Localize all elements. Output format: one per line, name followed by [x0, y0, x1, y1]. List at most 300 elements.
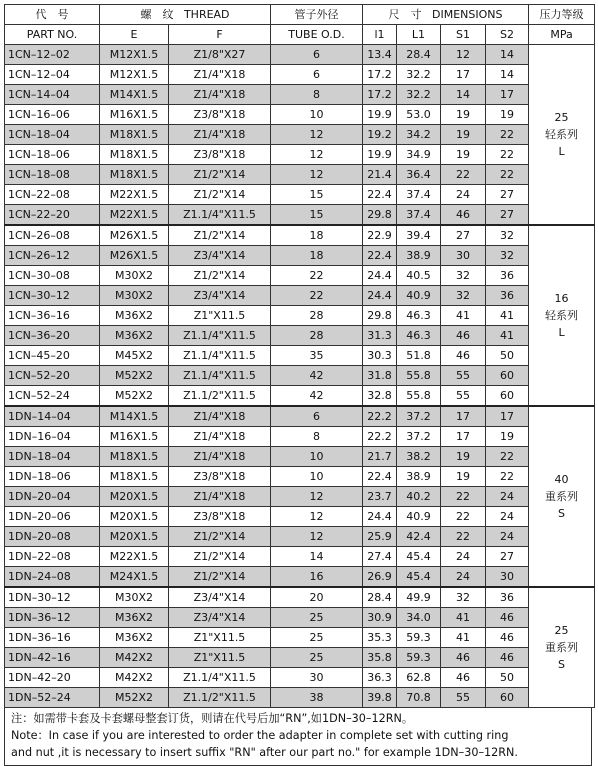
dim-l1-cell: 19.9	[363, 145, 397, 165]
part-no-cell: 1CN–45–20	[5, 346, 100, 366]
dim-S2-cell: 60	[486, 366, 529, 386]
part-no-cell: 1DN–52–24	[5, 688, 100, 708]
dim-S1-cell: 32	[441, 587, 486, 608]
dim-L1-cell: 45.4	[397, 547, 441, 567]
part-no-cell: 1DN–42–20	[5, 668, 100, 688]
part-no-cell: 1CN–18–04	[5, 125, 100, 145]
tube-header-cn: 管子外径	[271, 5, 363, 25]
table-row	[5, 225, 595, 246]
part-no-cell: 1CN–22–20	[5, 205, 100, 226]
pressure-letter: L	[558, 326, 565, 339]
thread-f-cell: Z1/2"X14	[169, 225, 271, 246]
dim-L1-cell: 34.2	[397, 125, 441, 145]
thread-e-cell: M36X2	[100, 608, 169, 628]
table-row	[5, 467, 595, 487]
thread-e-cell: M30X2	[100, 587, 169, 608]
dimensions-header-en: DIMENSIONS	[432, 7, 503, 21]
dimensions-header-cn: 尺 寸	[388, 7, 422, 21]
dim-L1-cell: 53.0	[397, 105, 441, 125]
dim-S1-cell: 12	[441, 45, 486, 65]
thread-e-cell: M36X2	[100, 326, 169, 346]
dim-S2-cell: 22	[486, 447, 529, 467]
dim-l1-cell: 22.4	[363, 246, 397, 266]
part-no-cell: 1CN–30–08	[5, 266, 100, 286]
thread-f-cell: Z1.1/4"X11.5	[169, 326, 271, 346]
table-row	[5, 45, 595, 65]
table-row	[5, 165, 595, 185]
thread-header-cn: 螺 纹	[140, 7, 174, 21]
pressure-rating-cell	[529, 406, 595, 587]
tube-od-cell: 12	[271, 145, 363, 165]
thread-f-cell: Z1/4"X18	[169, 125, 271, 145]
part-no-cell: 1CN–52–24	[5, 386, 100, 407]
dim-l1-cell: 21.4	[363, 165, 397, 185]
thread-e-cell: M18X1.5	[100, 125, 169, 145]
dim-L1-cell: 59.3	[397, 628, 441, 648]
dim-S2-cell: 27	[486, 205, 529, 226]
dim-l1-cell: 29.8	[363, 205, 397, 226]
pressure-pressure: 40	[554, 473, 569, 486]
thread-e-cell: M30X2	[100, 286, 169, 306]
col-S1-header: S1	[441, 25, 486, 45]
dim-l1-cell: 35.3	[363, 628, 397, 648]
table-row	[5, 567, 595, 588]
part-no-cell: 1DN–14–04	[5, 406, 100, 427]
part-no-header-en: PART NO.	[5, 25, 100, 45]
dim-S2-cell: 17	[486, 85, 529, 105]
thread-e-cell: M20X1.5	[100, 527, 169, 547]
dim-L1-cell: 70.8	[397, 688, 441, 708]
thread-f-cell: Z1/2"X14	[169, 185, 271, 205]
thread-f-cell: Z1/8"X27	[169, 45, 271, 65]
dim-l1-cell: 19.9	[363, 105, 397, 125]
part-no-cell: 1CN–18–06	[5, 145, 100, 165]
dim-L1-cell: 32.2	[397, 85, 441, 105]
thread-f-cell: Z3/8"X18	[169, 467, 271, 487]
dim-L1-cell: 45.4	[397, 567, 441, 588]
col-L1-header: L1	[397, 25, 441, 45]
thread-f-cell: Z1/2"X14	[169, 527, 271, 547]
spec-sheet	[4, 4, 594, 766]
order-note	[4, 708, 592, 766]
part-no-cell: 1CN–12–02	[5, 45, 100, 65]
dim-L1-cell: 28.4	[397, 45, 441, 65]
thread-f-cell: Z1/2"X14	[169, 266, 271, 286]
note-line-cn: 注：如需带卡套及卡套螺母整套订货，则请在代号后加“RN”,如1DN–30–12RN。	[11, 712, 414, 725]
dim-S2-cell: 41	[486, 326, 529, 346]
thread-f-cell: Z1/4"X18	[169, 85, 271, 105]
part-no-cell: 1CN–26–12	[5, 246, 100, 266]
table-row	[5, 587, 595, 608]
table-row	[5, 346, 595, 366]
table-row	[5, 105, 595, 125]
thread-e-cell: M12X1.5	[100, 45, 169, 65]
dim-L1-cell: 37.2	[397, 406, 441, 427]
dim-L1-cell: 38.9	[397, 246, 441, 266]
dim-l1-cell: 22.2	[363, 406, 397, 427]
table-row	[5, 648, 595, 668]
dim-L1-cell: 37.2	[397, 427, 441, 447]
thread-f-cell: Z3/4"X14	[169, 608, 271, 628]
tube-od-cell: 6	[271, 65, 363, 85]
col-l1-small-header: l1	[363, 25, 397, 45]
dim-S2-cell: 24	[486, 507, 529, 527]
note-line-en-2: and nut ,it is necessary to insert suffix "RN" after our part no." for example 1DN–30–12RN.	[11, 746, 518, 759]
tube-od-cell: 12	[271, 527, 363, 547]
table-row	[5, 487, 595, 507]
tube-od-cell: 22	[271, 266, 363, 286]
table-row	[5, 145, 595, 165]
part-no-header-cn: 代 号	[5, 5, 100, 25]
dim-S1-cell: 19	[441, 467, 486, 487]
tube-od-cell: 8	[271, 85, 363, 105]
note-line-en-1: Note：In case if you are interested to order the adapter in complete set with cutting ring	[11, 729, 509, 742]
tube-od-cell: 12	[271, 507, 363, 527]
dim-S2-cell: 60	[486, 688, 529, 708]
thread-e-cell: M52X2	[100, 366, 169, 386]
table-row	[5, 668, 595, 688]
dim-S2-cell: 36	[486, 266, 529, 286]
pressure-pressure: 25	[554, 111, 569, 124]
thread-e-cell: M20X1.5	[100, 487, 169, 507]
thread-f-cell: Z1/4"X18	[169, 65, 271, 85]
part-no-cell: 1DN–20–06	[5, 507, 100, 527]
table-row	[5, 527, 595, 547]
part-no-cell: 1DN–16–04	[5, 427, 100, 447]
thread-f-cell: Z3/8"X18	[169, 507, 271, 527]
dim-S1-cell: 24	[441, 185, 486, 205]
dim-L1-cell: 55.8	[397, 386, 441, 407]
tube-od-cell: 28	[271, 326, 363, 346]
dim-l1-cell: 17.2	[363, 85, 397, 105]
pressure-rating-cell	[529, 587, 595, 708]
dim-S2-cell: 32	[486, 225, 529, 246]
dim-L1-cell: 51.8	[397, 346, 441, 366]
dim-l1-cell: 31.3	[363, 326, 397, 346]
thread-header	[100, 5, 271, 25]
dim-L1-cell: 46.3	[397, 326, 441, 346]
dim-S2-cell: 22	[486, 145, 529, 165]
tube-od-cell: 18	[271, 246, 363, 266]
pressure-unit-header: MPa	[529, 25, 595, 45]
dim-S2-cell: 30	[486, 567, 529, 588]
dim-L1-cell: 38.9	[397, 467, 441, 487]
pressure-rating-cell	[529, 225, 595, 406]
dim-S2-cell: 14	[486, 45, 529, 65]
dim-S1-cell: 46	[441, 326, 486, 346]
dim-S1-cell: 19	[441, 145, 486, 165]
thread-e-cell: M36X2	[100, 628, 169, 648]
dim-l1-cell: 21.7	[363, 447, 397, 467]
dim-l1-cell: 32.8	[363, 386, 397, 407]
dim-L1-cell: 46.3	[397, 306, 441, 326]
dim-l1-cell: 24.4	[363, 286, 397, 306]
tube-od-cell: 15	[271, 185, 363, 205]
thread-f-cell: Z1.1/4"X11.5	[169, 668, 271, 688]
dim-S1-cell: 41	[441, 306, 486, 326]
tube-od-cell: 35	[271, 346, 363, 366]
part-no-cell: 1CN–12–04	[5, 65, 100, 85]
part-no-cell: 1CN–36–16	[5, 306, 100, 326]
thread-e-cell: M18X1.5	[100, 447, 169, 467]
dim-S2-cell: 27	[486, 547, 529, 567]
dim-S2-cell: 36	[486, 587, 529, 608]
thread-f-cell: Z1.1/2"X11.5	[169, 386, 271, 407]
dim-S2-cell: 17	[486, 406, 529, 427]
dim-S1-cell: 55	[441, 386, 486, 407]
thread-f-cell: Z1/4"X18	[169, 406, 271, 427]
dim-S1-cell: 55	[441, 688, 486, 708]
table-row	[5, 406, 595, 427]
table-row	[5, 447, 595, 467]
dim-S1-cell: 32	[441, 286, 486, 306]
table-row	[5, 688, 595, 708]
pressure-letter: L	[558, 145, 565, 158]
dim-L1-cell: 62.8	[397, 668, 441, 688]
dim-S1-cell: 46	[441, 648, 486, 668]
table-row	[5, 386, 595, 407]
thread-e-cell: M20X1.5	[100, 507, 169, 527]
thread-f-cell: Z1/2"X14	[169, 547, 271, 567]
dim-S2-cell: 24	[486, 527, 529, 547]
thread-e-cell: M18X1.5	[100, 467, 169, 487]
dim-l1-cell: 25.9	[363, 527, 397, 547]
part-no-cell: 1DN–18–06	[5, 467, 100, 487]
dim-S2-cell: 22	[486, 165, 529, 185]
part-no-cell: 1CN–26–08	[5, 225, 100, 246]
part-no-cell: 1DN–36–12	[5, 608, 100, 628]
pressure-series: 轻系列	[545, 309, 579, 322]
dim-S1-cell: 32	[441, 266, 486, 286]
dim-L1-cell: 55.8	[397, 366, 441, 386]
dim-S2-cell: 22	[486, 467, 529, 487]
dim-L1-cell: 39.4	[397, 225, 441, 246]
tube-od-cell: 16	[271, 567, 363, 588]
thread-adapter-table	[4, 4, 595, 708]
thread-e-cell: M42X2	[100, 668, 169, 688]
col-S2-header: S2	[486, 25, 529, 45]
tube-header-en: TUBE O.D.	[271, 25, 363, 45]
dim-L1-cell: 36.4	[397, 165, 441, 185]
thread-e-cell: M26X1.5	[100, 225, 169, 246]
dim-l1-cell: 24.4	[363, 507, 397, 527]
tube-od-cell: 14	[271, 547, 363, 567]
tube-od-cell: 8	[271, 427, 363, 447]
tube-od-cell: 10	[271, 447, 363, 467]
dim-L1-cell: 38.2	[397, 447, 441, 467]
dim-L1-cell: 49.9	[397, 587, 441, 608]
dim-L1-cell: 40.9	[397, 507, 441, 527]
dim-l1-cell: 22.9	[363, 225, 397, 246]
tube-od-cell: 12	[271, 165, 363, 185]
dim-L1-cell: 40.5	[397, 266, 441, 286]
thread-f-cell: Z3/8"X18	[169, 105, 271, 125]
dim-S2-cell: 36	[486, 286, 529, 306]
dim-L1-cell: 40.9	[397, 286, 441, 306]
dim-S1-cell: 46	[441, 346, 486, 366]
table-row	[5, 65, 595, 85]
dim-S1-cell: 14	[441, 85, 486, 105]
thread-f-cell: Z1/4"X18	[169, 427, 271, 447]
pressure-header-cn: 压力等级	[529, 5, 595, 25]
table-row	[5, 246, 595, 266]
thread-e-cell: M30X2	[100, 266, 169, 286]
dim-L1-cell: 40.2	[397, 487, 441, 507]
table-row	[5, 628, 595, 648]
thread-f-cell: Z1/4"X18	[169, 487, 271, 507]
thread-e-cell: M16X1.5	[100, 427, 169, 447]
table-row	[5, 125, 595, 145]
dim-S2-cell: 46	[486, 608, 529, 628]
thread-f-cell: Z1/2"X14	[169, 165, 271, 185]
table-row	[5, 507, 595, 527]
table-row	[5, 366, 595, 386]
part-no-cell: 1CN–36–20	[5, 326, 100, 346]
dim-S2-cell: 50	[486, 668, 529, 688]
dim-S2-cell: 60	[486, 386, 529, 407]
thread-e-cell: M36X2	[100, 306, 169, 326]
thread-f-cell: Z1"X11.5	[169, 306, 271, 326]
dim-S1-cell: 19	[441, 105, 486, 125]
dim-S1-cell: 17	[441, 427, 486, 447]
part-no-cell: 1CN–22–08	[5, 185, 100, 205]
dim-S2-cell: 19	[486, 105, 529, 125]
thread-f-cell: Z3/4"X14	[169, 286, 271, 306]
pressure-pressure: 16	[554, 292, 569, 305]
dim-S1-cell: 27	[441, 225, 486, 246]
dim-S1-cell: 22	[441, 487, 486, 507]
part-no-cell: 1DN–24–08	[5, 567, 100, 588]
thread-f-cell: Z1"X11.5	[169, 648, 271, 668]
thread-e-cell: M22X1.5	[100, 547, 169, 567]
tube-od-cell: 12	[271, 487, 363, 507]
dim-l1-cell: 23.7	[363, 487, 397, 507]
dim-L1-cell: 32.2	[397, 65, 441, 85]
table-row	[5, 185, 595, 205]
tube-od-cell: 18	[271, 225, 363, 246]
dim-S2-cell: 46	[486, 648, 529, 668]
thread-header-en: THREAD	[183, 7, 230, 21]
dim-L1-cell: 42.4	[397, 527, 441, 547]
thread-f-cell: Z3/4"X14	[169, 246, 271, 266]
tube-od-cell: 25	[271, 628, 363, 648]
thread-f-cell: Z1.1/4"X11.5	[169, 366, 271, 386]
thread-e-cell: M22X1.5	[100, 205, 169, 226]
dim-S2-cell: 19	[486, 427, 529, 447]
dim-S2-cell: 41	[486, 306, 529, 326]
tube-od-cell: 10	[271, 467, 363, 487]
part-no-cell: 1DN–20–08	[5, 527, 100, 547]
pressure-series: 重系列	[545, 641, 579, 654]
part-no-cell: 1DN–18–04	[5, 447, 100, 467]
table-row	[5, 427, 595, 447]
dim-l1-cell: 30.3	[363, 346, 397, 366]
dim-l1-cell: 22.4	[363, 467, 397, 487]
dim-S1-cell: 41	[441, 628, 486, 648]
thread-e-cell: M16X1.5	[100, 105, 169, 125]
dim-L1-cell: 37.4	[397, 185, 441, 205]
thread-e-cell: M52X2	[100, 688, 169, 708]
header-row-2	[5, 25, 595, 45]
dim-l1-cell: 19.2	[363, 125, 397, 145]
thread-e-cell: M14X1.5	[100, 406, 169, 427]
dim-S1-cell: 19	[441, 447, 486, 467]
thread-f-cell: Z1/4"X18	[169, 447, 271, 467]
dim-l1-cell: 29.8	[363, 306, 397, 326]
dim-l1-cell: 30.9	[363, 608, 397, 628]
dim-S1-cell: 46	[441, 668, 486, 688]
dim-S1-cell: 24	[441, 567, 486, 588]
dim-l1-cell: 28.4	[363, 587, 397, 608]
part-no-cell: 1CN–14–04	[5, 85, 100, 105]
tube-od-cell: 6	[271, 45, 363, 65]
dim-S1-cell: 30	[441, 246, 486, 266]
dim-l1-cell: 13.4	[363, 45, 397, 65]
dim-S2-cell: 22	[486, 125, 529, 145]
thread-e-cell: M52X2	[100, 386, 169, 407]
dim-l1-cell: 17.2	[363, 65, 397, 85]
thread-f-cell: Z3/8"X18	[169, 145, 271, 165]
pressure-pressure: 25	[554, 624, 569, 637]
pressure-letter: S	[558, 507, 566, 520]
table-row	[5, 608, 595, 628]
table-row	[5, 85, 595, 105]
dim-S1-cell: 46	[441, 205, 486, 226]
dim-S1-cell: 41	[441, 608, 486, 628]
thread-f-cell: Z1"X11.5	[169, 628, 271, 648]
dim-S2-cell: 46	[486, 628, 529, 648]
table-row	[5, 306, 595, 326]
thread-f-cell: Z1.1/4"X11.5	[169, 205, 271, 226]
part-no-cell: 1DN–20–04	[5, 487, 100, 507]
dim-l1-cell: 35.8	[363, 648, 397, 668]
dim-S1-cell: 24	[441, 547, 486, 567]
dim-L1-cell: 59.3	[397, 648, 441, 668]
tube-od-cell: 15	[271, 205, 363, 226]
table-row	[5, 266, 595, 286]
dim-S2-cell: 32	[486, 246, 529, 266]
part-no-cell: 1DN–22–08	[5, 547, 100, 567]
pressure-letter: S	[558, 658, 566, 671]
dim-S1-cell: 17	[441, 65, 486, 85]
dim-l1-cell: 31.8	[363, 366, 397, 386]
dim-S1-cell: 22	[441, 165, 486, 185]
dim-S2-cell: 24	[486, 487, 529, 507]
col-e-header: E	[100, 25, 169, 45]
dim-S1-cell: 22	[441, 527, 486, 547]
thread-e-cell: M26X1.5	[100, 246, 169, 266]
pressure-series: 重系列	[545, 490, 579, 503]
part-no-cell: 1CN–30–12	[5, 286, 100, 306]
tube-od-cell: 38	[271, 688, 363, 708]
dim-l1-cell: 24.4	[363, 266, 397, 286]
dim-l1-cell: 22.4	[363, 185, 397, 205]
thread-f-cell: Z1/2"X14	[169, 567, 271, 588]
dim-l1-cell: 22.2	[363, 427, 397, 447]
dim-S1-cell: 19	[441, 125, 486, 145]
table-body	[5, 45, 595, 708]
thread-e-cell: M42X2	[100, 648, 169, 668]
dim-S2-cell: 14	[486, 65, 529, 85]
pressure-series: 轻系列	[545, 128, 579, 141]
tube-od-cell: 42	[271, 386, 363, 407]
dim-l1-cell: 39.8	[363, 688, 397, 708]
part-no-cell: 1CN–16–06	[5, 105, 100, 125]
header-row-1	[5, 5, 595, 25]
dimensions-header	[363, 5, 529, 25]
part-no-cell: 1DN–42–16	[5, 648, 100, 668]
tube-od-cell: 12	[271, 125, 363, 145]
